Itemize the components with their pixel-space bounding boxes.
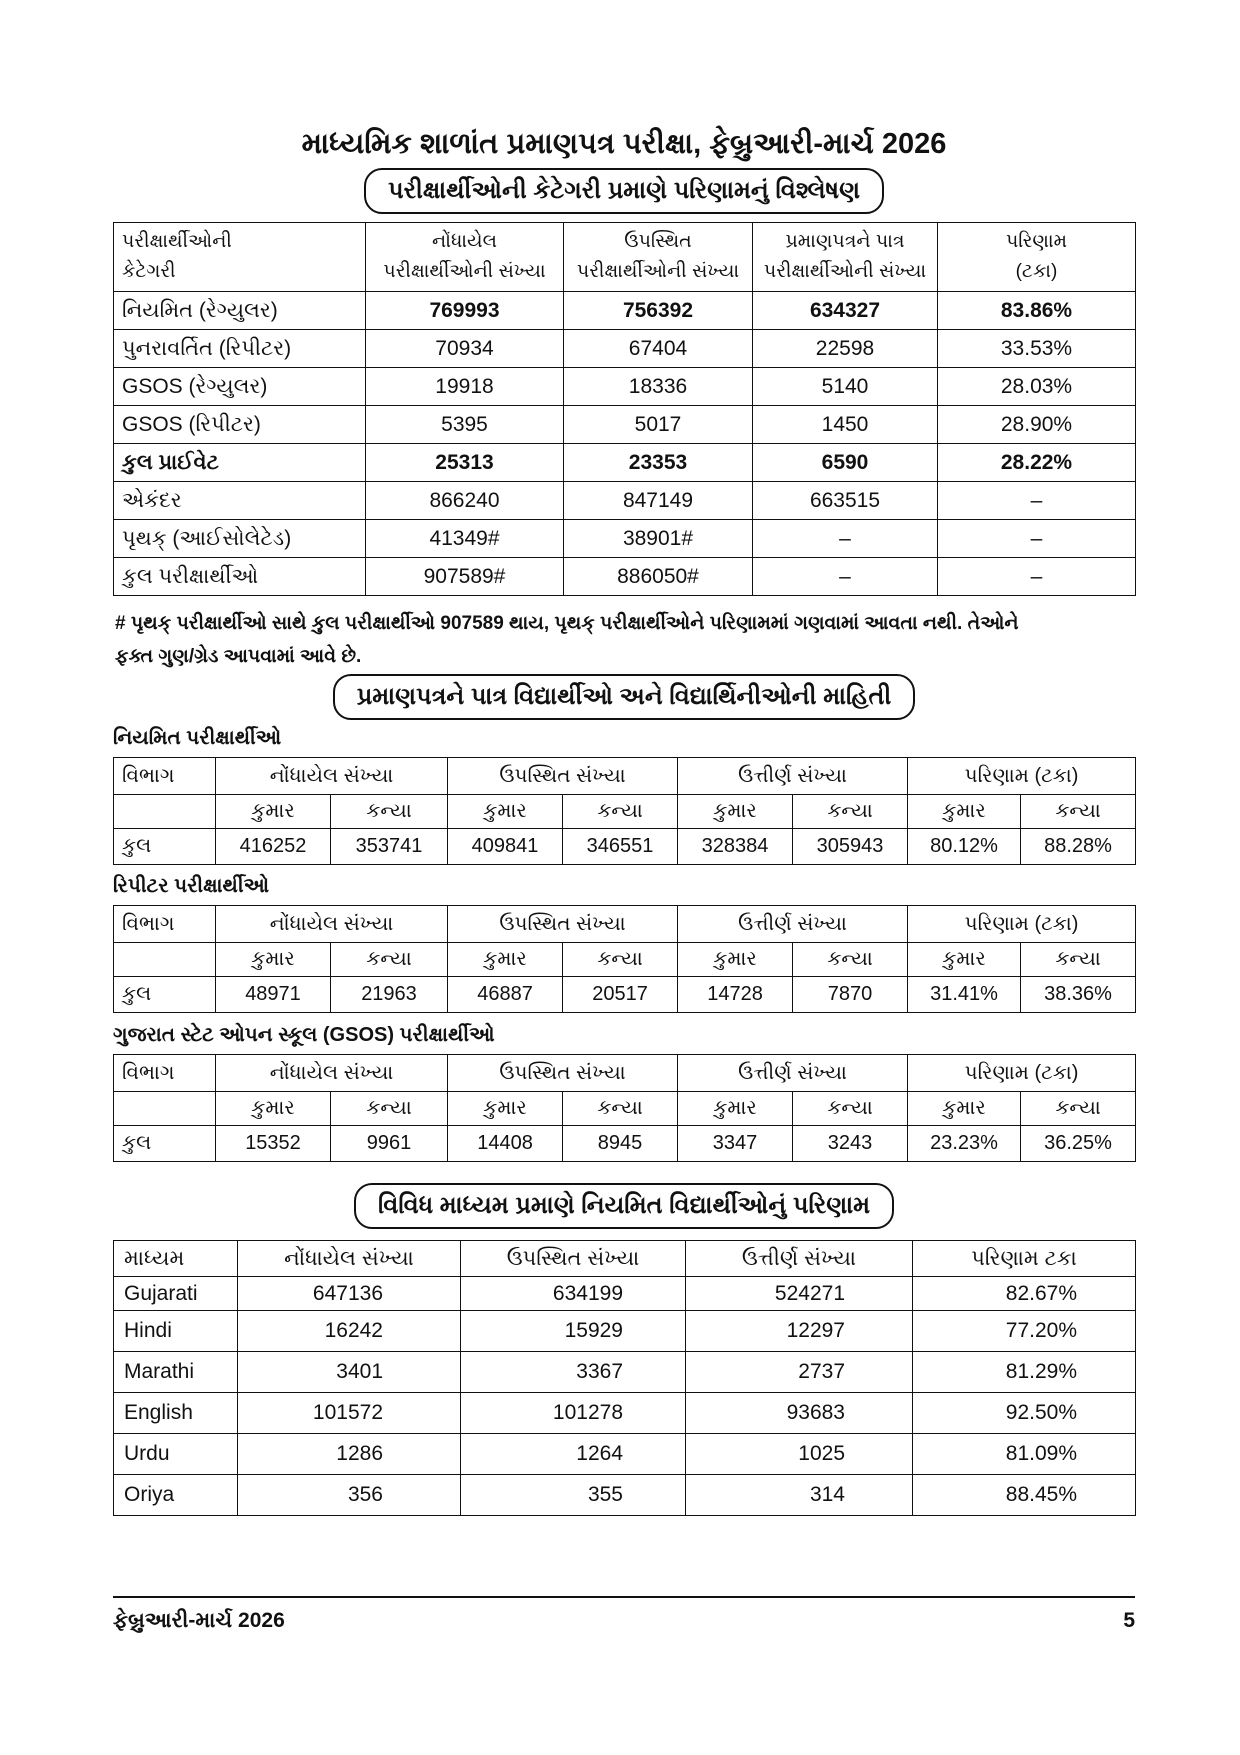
registered-cell: 866240: [366, 482, 564, 520]
appeared-cell: 67404: [564, 330, 753, 368]
empty-cell: [114, 1092, 216, 1126]
registered-cell: 5395: [366, 406, 564, 444]
table-row: [114, 292, 1136, 330]
registered-girls-cell: 9961: [331, 1126, 448, 1162]
registered-cell: 1286: [238, 1434, 461, 1475]
column-header-boys: કુમાર: [908, 1092, 1021, 1126]
appeared-cell: 634199: [461, 1277, 686, 1311]
medium-result-heading: વિવિધ માધ્યમ પ્રમાણે નિયમિત વિદ્યાર્થીઓનું પરિણામ: [354, 1183, 894, 1229]
column-header-category: [114, 223, 366, 292]
header-line: પ્રમાણપત્રને પાત્ર: [785, 231, 905, 252]
table-row: [114, 1434, 1136, 1475]
column-header-boys: કુમાર: [908, 943, 1021, 977]
column-header-boys: કુમાર: [678, 1092, 793, 1126]
column-header-registered: નોંધાયેલ સંખ્યા: [216, 906, 448, 943]
eligible-cell: 22598: [753, 330, 938, 368]
category-heading-wrapper: [113, 168, 1135, 214]
medium-cell: Oriya: [114, 1475, 238, 1516]
table-row: [114, 829, 1136, 865]
medium-cell: English: [114, 1393, 238, 1434]
result-percent-cell: 92.50%: [913, 1393, 1136, 1434]
category-cell: GSOS (રેગ્યુલર): [114, 368, 366, 406]
page-number: 5: [1123, 1609, 1135, 1632]
result-percent-cell: 88.45%: [913, 1475, 1136, 1516]
page-title: માધ્યમિક શાળાંત પ્રમાણપત્ર પરીક્ષા, ફેબ્રુઆરી-માર્ચ 2026: [301, 128, 947, 160]
eligible-cell: 5140: [753, 368, 938, 406]
result-percent-cell: 33.53%: [938, 330, 1136, 368]
appeared-girls-cell: 8945: [563, 1126, 678, 1162]
column-header-medium: માધ્યમ: [114, 1241, 238, 1277]
passed-cell: 2737: [686, 1352, 913, 1393]
passed-cell: 524271: [686, 1277, 913, 1311]
passed-boys-cell: 14728: [678, 977, 793, 1013]
result-boys-cell: 23.23%: [908, 1126, 1021, 1162]
table-header-row: [114, 758, 1136, 795]
registered-cell: 41349#: [366, 520, 564, 558]
appeared-cell: 38901#: [564, 520, 753, 558]
table-row: [114, 1311, 1136, 1352]
regular-gender-table: [113, 757, 1136, 865]
gsos-candidates-label: ગુજરાત સ્ટેટ ઓપન સ્કૂલ (GSOS) પરીક્ષાર્થીઓ: [113, 1024, 495, 1046]
appeared-girls-cell: 20517: [563, 977, 678, 1013]
medium-cell: Hindi: [114, 1311, 238, 1352]
category-cell: પુનરાવર્તિત (રિપીટર): [114, 330, 366, 368]
table-row: [114, 1126, 1136, 1162]
table-row: [114, 520, 1136, 558]
header-line: ઉપસ્થિત: [624, 231, 692, 252]
result-percent-cell: –: [938, 558, 1136, 596]
registered-cell: 101572: [238, 1393, 461, 1434]
eligible-cell: 663515: [753, 482, 938, 520]
column-header-boys: કુમાર: [678, 943, 793, 977]
column-header-registered: [366, 223, 564, 292]
footnote-line: ફક્ત ગુણ/ગ્રેડ આપવામાં આવે છે.: [115, 646, 362, 667]
result-percent-cell: 28.90%: [938, 406, 1136, 444]
result-percent-cell: 81.09%: [913, 1434, 1136, 1475]
result-percent-cell: 82.67%: [913, 1277, 1136, 1311]
registered-girls-cell: 21963: [331, 977, 448, 1013]
result-percent-cell: 77.20%: [913, 1311, 1136, 1352]
result-percent-cell: 83.86%: [938, 292, 1136, 330]
column-header-division: વિભાગ: [114, 906, 216, 943]
footnote: [113, 607, 1135, 673]
column-header-passed: ઉત્તીર્ણ સંખ્યા: [686, 1241, 913, 1277]
column-header-girls: કન્યા: [331, 1092, 448, 1126]
result-girls-cell: 36.25%: [1021, 1126, 1136, 1162]
column-header-boys: કુમાર: [216, 1092, 331, 1126]
category-cell: નિયમિત (રેગ્યુલર): [114, 292, 366, 330]
header-line: નોંધાયેલ: [432, 231, 497, 252]
table-row: [114, 330, 1136, 368]
column-header-appeared: ઉપસ્થિત સંખ્યા: [448, 906, 678, 943]
appeared-cell: 23353: [564, 444, 753, 482]
appeared-cell: 3367: [461, 1352, 686, 1393]
result-girls-cell: 38.36%: [1021, 977, 1136, 1013]
column-header-passed: ઉત્તીર્ણ સંખ્યા: [678, 906, 908, 943]
eligible-cell: –: [753, 520, 938, 558]
header-line: પરિણામ: [1005, 231, 1068, 252]
column-header-result: પરિણામ (ટકા): [908, 906, 1136, 943]
registered-cell: 907589#: [366, 558, 564, 596]
appeared-cell: 101278: [461, 1393, 686, 1434]
table-row: [114, 406, 1136, 444]
category-analysis-heading: પરીક્ષાર્થીઓની કેટેગરી પ્રમાણે પરિણામનું વિશ્લેષણ: [364, 168, 884, 214]
medium-cell: Gujarati: [114, 1277, 238, 1311]
category-cell: એકંદર: [114, 482, 366, 520]
result-girls-cell: 88.28%: [1021, 829, 1136, 865]
header-line: પરીક્ષાર્થીઓની સંખ્યા: [763, 261, 927, 282]
registered-cell: 3401: [238, 1352, 461, 1393]
column-header-result: પરિણામ (ટકા): [908, 1055, 1136, 1092]
column-header-appeared: ઉપસ્થિત સંખ્યા: [461, 1241, 686, 1277]
passed-girls-cell: 3243: [793, 1126, 908, 1162]
repeater-gender-table: [113, 905, 1136, 1013]
column-header-girls: કન્યા: [563, 795, 678, 829]
result-percent-cell: –: [938, 482, 1136, 520]
registered-cell: 769993: [366, 292, 564, 330]
passed-cell: 12297: [686, 1311, 913, 1352]
column-header-passed: ઉત્તીર્ણ સંખ્યા: [678, 758, 908, 795]
passed-cell: 1025: [686, 1434, 913, 1475]
appeared-boys-cell: 409841: [448, 829, 563, 865]
registered-cell: 19918: [366, 368, 564, 406]
gender-info-heading: પ્રમાણપત્રને પાત્ર વિદ્યાર્થીઓ અને વિદ્યાર્થિનીઓની માહિતી: [333, 674, 916, 720]
column-header-girls: કન્યા: [793, 1092, 908, 1126]
category-cell: કુલ પરીક્ષાર્થીઓ: [114, 558, 366, 596]
table-row: [114, 558, 1136, 596]
column-header-appeared: ઉપસ્થિત સંખ્યા: [448, 1055, 678, 1092]
column-header-boys: કુમાર: [216, 943, 331, 977]
registered-cell: 25313: [366, 444, 564, 482]
passed-cell: 314: [686, 1475, 913, 1516]
eligible-cell: –: [753, 558, 938, 596]
passed-boys-cell: 3347: [678, 1126, 793, 1162]
table-row: [114, 1352, 1136, 1393]
appeared-cell: 756392: [564, 292, 753, 330]
appeared-cell: 355: [461, 1475, 686, 1516]
column-header-registered: નોંધાયેલ સંખ્યા: [216, 1055, 448, 1092]
registered-cell: 16242: [238, 1311, 461, 1352]
medium-cell: Marathi: [114, 1352, 238, 1393]
registered-cell: 70934: [366, 330, 564, 368]
row-label: કુલ: [114, 829, 216, 865]
table-header-row: [114, 1055, 1136, 1092]
table-header-row: [114, 223, 1136, 292]
column-header-girls: કન્યા: [331, 795, 448, 829]
column-header-division: વિભાગ: [114, 758, 216, 795]
result-percent-cell: 28.22%: [938, 444, 1136, 482]
passed-girls-cell: 7870: [793, 977, 908, 1013]
table-row: [114, 482, 1136, 520]
result-percent-cell: –: [938, 520, 1136, 558]
result-percent-cell: 81.29%: [913, 1352, 1136, 1393]
table-row: [114, 1277, 1136, 1311]
column-header-boys: કુમાર: [216, 795, 331, 829]
column-header-eligible: [753, 223, 938, 292]
regular-candidates-label: નિયમિત પરીક્ષાર્થીઓ: [113, 727, 282, 749]
table-header-row: [114, 1241, 1136, 1277]
header-line: કેટેગરી: [122, 261, 176, 282]
column-header-division: વિભાગ: [114, 1055, 216, 1092]
appeared-girls-cell: 346551: [563, 829, 678, 865]
column-header-registered: નોંધાયેલ સંખ્યા: [238, 1241, 461, 1277]
table-subheader-row: [114, 795, 1136, 829]
table-row: [114, 1393, 1136, 1434]
table-subheader-row: [114, 1092, 1136, 1126]
appeared-cell: 5017: [564, 406, 753, 444]
empty-cell: [114, 795, 216, 829]
passed-cell: 93683: [686, 1393, 913, 1434]
column-header-registered: નોંધાયેલ સંખ્યા: [216, 758, 448, 795]
column-header-girls: કન્યા: [331, 943, 448, 977]
column-header-result: પરિણામ ટકા: [913, 1241, 1136, 1277]
appeared-cell: 886050#: [564, 558, 753, 596]
column-header-boys: કુમાર: [448, 795, 563, 829]
result-percent-cell: 28.03%: [938, 368, 1136, 406]
table-row: [114, 1475, 1136, 1516]
medium-heading-wrapper: [113, 1183, 1135, 1229]
category-cell: કુલ પ્રાઈવેટ: [114, 444, 366, 482]
appeared-cell: 1264: [461, 1434, 686, 1475]
column-header-girls: કન્યા: [793, 795, 908, 829]
footnote-line: # પૃથક્ પરીક્ષાર્થીઓ સાથે કુલ પરીક્ષાર્થીઓ 907589 થાય, પૃથક્ પરીક્ષાર્થીઓને પરિણામમાં ગણવામાં આવતા નથી. તેઓને: [115, 613, 1019, 634]
column-header-girls: કન્યા: [1021, 943, 1136, 977]
column-header-result: પરિણામ (ટકા): [908, 758, 1136, 795]
row-label: કુલ: [114, 1126, 216, 1162]
row-label: કુલ: [114, 977, 216, 1013]
footer-divider: [113, 1596, 1135, 1598]
appeared-cell: 15929: [461, 1311, 686, 1352]
column-header-girls: કન્યા: [563, 1092, 678, 1126]
appeared-boys-cell: 14408: [448, 1126, 563, 1162]
category-result-table: [113, 222, 1136, 596]
column-header-boys: કુમાર: [908, 795, 1021, 829]
registered-boys-cell: 416252: [216, 829, 331, 865]
appeared-cell: 18336: [564, 368, 753, 406]
appeared-cell: 847149: [564, 482, 753, 520]
registered-boys-cell: 48971: [216, 977, 331, 1013]
result-boys-cell: 80.12%: [908, 829, 1021, 865]
table-row: [114, 977, 1136, 1013]
table-subheader-row: [114, 943, 1136, 977]
column-header-appeared: [564, 223, 753, 292]
column-header-girls: કન્યા: [1021, 1092, 1136, 1126]
table-row: [114, 444, 1136, 482]
footer-exam-label: ફેબ્રુઆરી-માર્ચ 2026: [113, 1609, 285, 1632]
empty-cell: [114, 943, 216, 977]
gender-heading-wrapper: [113, 674, 1135, 720]
column-header-boys: કુમાર: [448, 943, 563, 977]
column-header-girls: કન્યા: [563, 943, 678, 977]
column-header-boys: કુમાર: [448, 1092, 563, 1126]
category-cell: GSOS (રિપીટર): [114, 406, 366, 444]
registered-boys-cell: 15352: [216, 1126, 331, 1162]
passed-boys-cell: 328384: [678, 829, 793, 865]
column-header-girls: કન્યા: [1021, 795, 1136, 829]
registered-cell: 647136: [238, 1277, 461, 1311]
eligible-cell: 1450: [753, 406, 938, 444]
result-boys-cell: 31.41%: [908, 977, 1021, 1013]
table-row: [114, 368, 1136, 406]
passed-girls-cell: 305943: [793, 829, 908, 865]
repeater-candidates-label: રિપીટર પરીક્ષાર્થીઓ: [113, 875, 270, 897]
column-header-boys: કુમાર: [678, 795, 793, 829]
column-header-girls: કન્યા: [793, 943, 908, 977]
header-line: પરીક્ષાર્થીઓની સંખ્યા: [576, 261, 740, 282]
column-header-appeared: ઉપસ્થિત સંખ્યા: [448, 758, 678, 795]
header-line: (ટકા): [1015, 261, 1058, 282]
gsos-gender-table: [113, 1054, 1136, 1162]
eligible-cell: 6590: [753, 444, 938, 482]
category-cell: પૃથક્ (આઈસોલેટેડ): [114, 520, 366, 558]
header-line: પરીક્ષાર્થીઓની સંખ્યા: [383, 261, 546, 282]
eligible-cell: 634327: [753, 292, 938, 330]
table-header-row: [114, 906, 1136, 943]
medium-result-table: [113, 1240, 1136, 1516]
column-header-result: [938, 223, 1136, 292]
header-line: પરીક્ષાર્થીઓની: [122, 231, 232, 252]
appeared-boys-cell: 46887: [448, 977, 563, 1013]
registered-girls-cell: 353741: [331, 829, 448, 865]
registered-cell: 356: [238, 1475, 461, 1516]
medium-cell: Urdu: [114, 1434, 238, 1475]
column-header-passed: ઉત્તીર્ણ સંખ્યા: [678, 1055, 908, 1092]
